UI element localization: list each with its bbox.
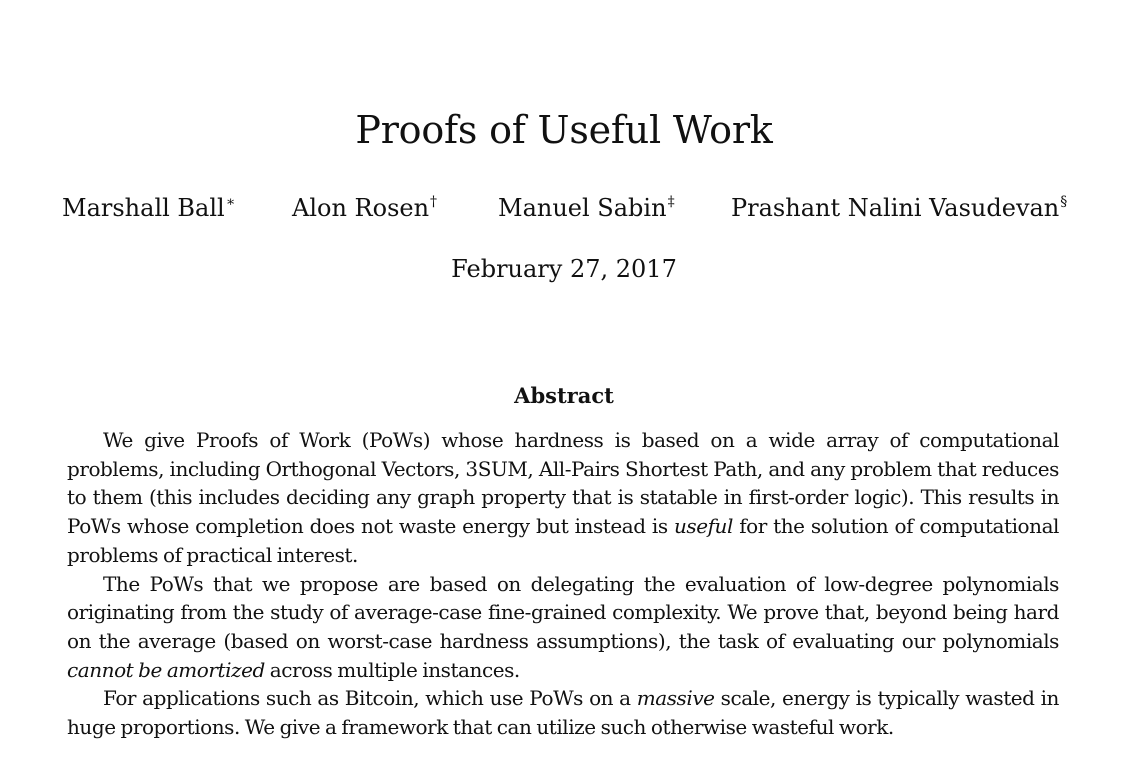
abstract-paragraph-3 (67, 684, 1059, 741)
author-name: Manuel Sabin (498, 194, 667, 222)
abstract-heading: Abstract (514, 383, 614, 408)
text-run: for the solution of computational problems of practical interest. (67, 514, 1060, 567)
text-run: The PoWs that we propose are based on delegating the evaluation of low-degree polynomials originating from the study of average-case fine-grained complexity. We prove that, beyond being hard on the average (based on worst-case hardness assumptions), the task of evaluating our polynomials (67, 571, 1059, 653)
author-footnote-mark: § (1060, 194, 1068, 210)
abstract-paragraph-1 (67, 426, 1059, 570)
emphasis-text: cannot be amortized (67, 657, 265, 682)
author-alon-rosen (292, 194, 437, 222)
emphasis-text: massive (636, 686, 715, 711)
author-name: Marshall Ball (62, 194, 225, 222)
author-manuel-sabin (498, 194, 675, 222)
author-footnote-mark: ∗ (225, 194, 236, 210)
author-prashant-vasudevan (731, 194, 1067, 222)
abstract-paragraph-2 (67, 570, 1059, 685)
paper-title: Proofs of Useful Work (355, 108, 773, 152)
text-run: For applications such as Bitcoin, which use PoWs on a (103, 686, 637, 711)
text-run: We give Proofs of Work (PoWs) whose hardness is based on a wide array of computational problems, including Orthogonal Vectors, 3SUM, All-Pairs Shortest Path, and any problem that reduces to them (this includes deciding any graph property that is statable in first-order logic). This results in PoWs whose completion does not waste energy but instead is (67, 428, 1059, 539)
author-name: Prashant Nalini Vasudevan (731, 194, 1060, 222)
author-marshall-ball (62, 194, 235, 222)
author-footnote-mark: † (430, 194, 438, 210)
text-run: across multiple instances. (264, 657, 520, 682)
abstract-body (67, 426, 1059, 742)
author-footnote-mark: ‡ (667, 194, 675, 210)
author-name: Alon Rosen (292, 194, 430, 222)
paper-date: February 27, 2017 (451, 255, 677, 283)
emphasis-text: useful (673, 514, 733, 539)
text-run: scale, energy is typically wasted in huge proportions. We give a framework that can utilize such otherwise wasteful work. (67, 686, 1059, 740)
